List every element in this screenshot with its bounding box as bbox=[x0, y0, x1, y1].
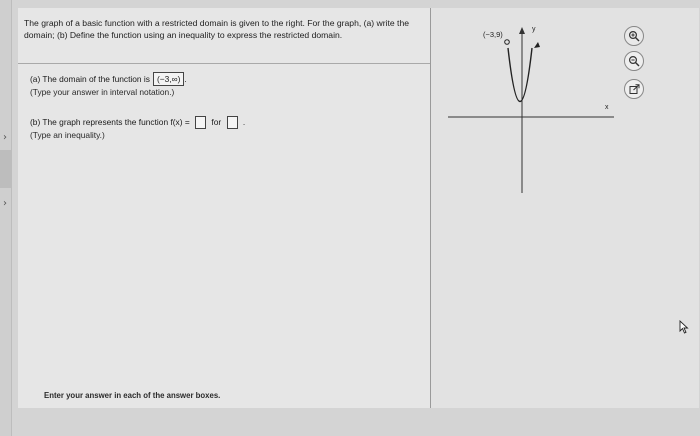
y-axis-label: y bbox=[532, 26, 536, 33]
part-b-suffix: . bbox=[242, 117, 246, 127]
point-label: (−3,9) bbox=[483, 30, 503, 39]
inequality-answer-box[interactable] bbox=[227, 116, 238, 129]
prompt-divider bbox=[18, 63, 430, 64]
part-b-prefix: (b) The graph represents the function f(x) = bbox=[30, 117, 190, 127]
x-axis-label: x bbox=[605, 104, 609, 111]
part-b-for-label: for bbox=[211, 117, 222, 127]
part-a-suffix: . bbox=[184, 73, 187, 84]
part-a bbox=[30, 72, 187, 99]
left-gutter-band bbox=[0, 150, 11, 188]
zoom-in-icon bbox=[628, 30, 640, 42]
external-link-icon bbox=[629, 84, 640, 95]
function-answer-box[interactable] bbox=[195, 116, 206, 129]
question-panel bbox=[18, 8, 431, 408]
zoom-out-icon bbox=[628, 55, 640, 67]
domain-answer-box[interactable]: (−3,∞) bbox=[153, 72, 184, 86]
zoom-in-button[interactable] bbox=[624, 26, 644, 46]
expand-arrow-icon[interactable]: › bbox=[3, 132, 7, 143]
mouse-cursor-icon bbox=[679, 320, 689, 334]
answer-instructions: Enter your answer in each of the answer boxes. bbox=[44, 391, 221, 400]
left-gutter bbox=[0, 0, 12, 436]
part-a-hint: (Type your answer in interval notation.) bbox=[30, 87, 175, 97]
open-graph-button[interactable] bbox=[624, 79, 644, 99]
expand-arrow-icon[interactable]: › bbox=[3, 198, 7, 209]
graph-area bbox=[431, 8, 699, 408]
question-prompt: The graph of a basic function with a restricted domain is given to the right. For the graph, (a) write the domain; (b) Define the function using an inequality to express the restricted domain. bbox=[24, 18, 410, 40]
part-a-prefix: (a) The domain of the function is bbox=[30, 73, 150, 84]
part-b-hint: (Type an inequality.) bbox=[30, 130, 105, 141]
zoom-out-button[interactable] bbox=[624, 51, 644, 71]
part-b bbox=[30, 116, 245, 142]
